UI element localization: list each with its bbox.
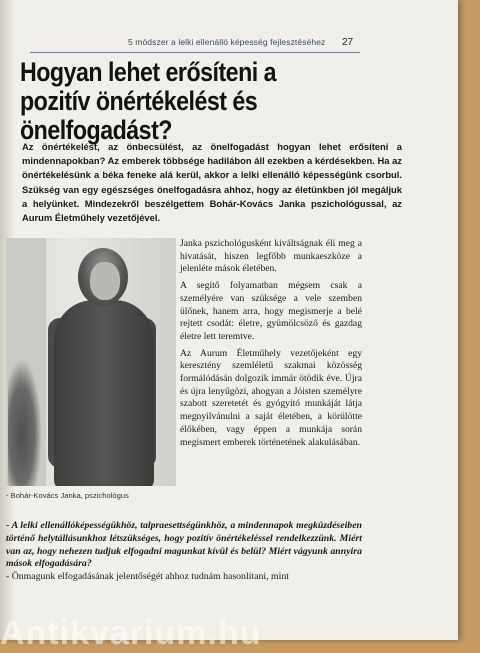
article-title: Hogyan lehet erősíteni a pozitív önértékelést és önelfogadást? bbox=[20, 57, 277, 145]
column-paragraph: Janka pszichológusként kiváltságnak éli meg a hivatását, hiszen legfőbb munkaeszköze a jelenléte mások életében. bbox=[180, 238, 362, 275]
interview-question: - A lelki ellenállóképességükhöz, talpraesettségünkhöz, a mindennapok megküzdéseiben történő helytállásunkhoz létszükséges, hogy pozitív önértékeléssel rendelkezzünk. Miért van az, hogy nehezen tudjuk elfogadni magunkat kívül és belül? Miért vágyunk annyira mások elfogadására? bbox=[6, 520, 362, 570]
page-number: 27 bbox=[342, 37, 354, 48]
photo-person-face bbox=[90, 262, 120, 300]
photo-caption: - Bohár-Kovács Janka, pszichológus bbox=[6, 491, 129, 500]
interview-block bbox=[6, 520, 362, 584]
watermark: Antikvarium.hu bbox=[0, 614, 262, 652]
column-paragraph: A segítő folyamatban mégsem csak a személyére van szüksége a vele szemben ülőnek, hanem arra, hogy megismerje a belé rejtett csodát: életre, gyümölcsöző és gazdag életre lett teremtve. bbox=[180, 280, 362, 342]
column-paragraph: Az Aurum Életműhely vezetőjeként egy keresztény szemléletű szakmai közösség formálódásán dolgozik immár ötödik éve. Újra és újra lenyűgözi, ahogyan a Jóisten személyre szabott szeretetét és gyógyító munkáját látja megnyilvánulni a saját életében, a körülötte élőkében, vagy éppen a munkája során megismert emberek történetének alakulásában. bbox=[180, 347, 362, 448]
header-rule bbox=[30, 52, 360, 53]
text-column bbox=[180, 238, 362, 453]
interview-answer: - Önmagunk elfogadásának jelentőségét ahhoz tudnám hasonlítani, mint bbox=[6, 571, 289, 583]
photo-plant bbox=[8, 358, 42, 486]
portrait-photo bbox=[6, 238, 176, 486]
photo-person-body bbox=[54, 300, 154, 486]
running-head: 5 módszer a lelki ellenálló képesség fejlesztéséhez bbox=[128, 37, 326, 47]
article-lead: Az önértékelést, az önbecsülést, az önelfogadást hogyan lehet erősíteni a mindennapokban? Az emberek többsége hadilábon áll ezekben a kérdésekben. Ha az önértékelésünk a béka feneke alá kerül, akkor a lelki ellenálló képességünk csorbul. Szükség van egy egészséges önelfogadásra ahhoz, hogy az életünkben jól megáljuk a helyünket. Mindezekről beszélgettem Bohár-Kovács Janka pszichológussal, az Aurum Életműhely vezetőjével. bbox=[22, 141, 402, 224]
